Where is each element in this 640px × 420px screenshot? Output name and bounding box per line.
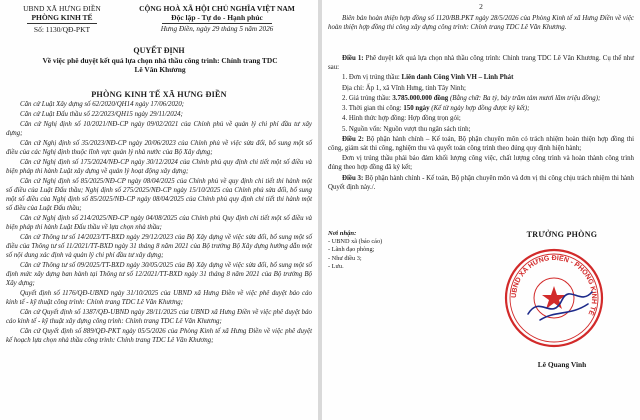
- seal-text-icon: UBND XÃ HƯNG ĐIỀN - PHÒNG KINH TẾ: [510, 254, 598, 317]
- article-1: [328, 54, 634, 72]
- winning-bidder: [328, 73, 634, 82]
- legal-basis: Căn cứ Luật Đấu thầu số 22/2023/QH15 ngày 29/11/2024;: [20, 111, 183, 119]
- winning-bidder-label: 1. Đơn vị trúng thầu:: [342, 74, 402, 82]
- recipients-title: Nơi nhận:: [328, 230, 357, 237]
- construction-time-note: (Kể từ ngày hợp đồng được ký kết);: [429, 105, 530, 113]
- agency-line-2: PHÒNG KINH TẾ: [31, 13, 93, 22]
- legal-basis: Căn cứ Quyết định số 1387/QĐ-UBND ngày 28/11/2025 của UBND xã Hưng Điền về việc phê duyệt báo cáo kinh tế - kỹ thuật xây dựng công trình: Chỉnh trang TDC Lê Văn Khương;: [6, 308, 312, 325]
- legal-basis: Căn cứ Thông tư số 09/2025/TT-BXD ngày 30/05/2025 của Bộ Xây dựng về việc sửa đổi, bổ sung một số định mức xây dựng ban hành tại Thông tư số 12/2021/TT-BXD ngày 31 tháng 8 năm 2021 của Bộ trưởng Bộ Xây dựng;: [6, 261, 312, 287]
- construction-time-value: 150 ngày: [403, 105, 430, 113]
- article-1-text: Phê duyệt kết quả lựa chọn nhà thầu công trình: Chỉnh trang TDC Lê Văn Khương. Cụ thể như sau:: [328, 55, 634, 71]
- winning-bidder-value: Liên danh Công Vinh VH – Linh Phát: [401, 74, 514, 82]
- legal-basis: Căn cứ Thông tư số 14/2023/TT-BXD ngày 29/12/2023 của Bộ Xây dựng về việc sửa đổi, bổ sung một số điều của Thông tư số 11/2021/TT-BXD ngày 31 tháng 8 năm 2021 của Bộ trưởng Bộ Xây dựng hướng dẫn một số nội dung xác định và quản lý chi phí đầu tư xây dựng;: [6, 234, 312, 259]
- page-number: 2: [479, 2, 483, 11]
- nation-name: CỘNG HOÀ XÃ HỘI CHỦ NGHĨA VIỆT NAM: [139, 4, 295, 13]
- legal-basis: Căn cứ Nghị định số 35/2023/NĐ-CP ngày 20/06/2023 của Chính phủ về việc sửa đổi, bổ sung một số điều của các Nghị định thuộc lĩnh vực quản lý nhà nước của Bộ Xây dựng;: [6, 140, 312, 157]
- article-2: [328, 135, 634, 153]
- legal-basis: Căn cứ Nghị định số 10/2021/NĐ-CP ngày 09/02/2021 của Chính phủ về quản lý chi phí đầu tư xây dựng;: [6, 121, 312, 138]
- basis-paragraph: Biên bản hoàn thiện hợp đồng số 1120/BB.PKT ngày 28/5/2026 của Phòng Kinh tế xã Hưng Điền về việc hoàn thiện hợp đồng thi công xây dựng công trình: Chỉnh trang TDC Lê Văn Khương.: [328, 15, 634, 31]
- national-header: [122, 4, 312, 34]
- recipient-item: - Lưu.: [328, 262, 344, 270]
- place-date: Hưng Điền, ngày 29 tháng 5 năm 2026: [160, 25, 274, 33]
- official-seal-icon: [500, 244, 608, 352]
- recipient-item: - Như điều 3;: [328, 254, 362, 262]
- legal-basis: Căn cứ Nghị định số 175/2024/NĐ-CP ngày 30/12/2024 của Chính phủ quy định chi tiết một số điều và biện pháp thi hành Luật xây dựng về quản lý hoạt động xây dựng;: [6, 159, 312, 176]
- funding-source: 5. Nguồn vốn: Nguồn vượt thu ngân sách tỉnh;: [342, 125, 471, 133]
- article-2-label: Điều 2:: [342, 136, 364, 144]
- recipients-block: [328, 230, 478, 271]
- seal-star-icon: [542, 286, 566, 309]
- legal-bases: [6, 101, 312, 347]
- article-2-continued: Đơn vị trúng thầu phải bảo đảm khối lượng công việc, chất lượng công trình và hoàn thành công trình đúng theo hợp đồng đã ký kết;: [328, 155, 634, 172]
- article-3-text: Bộ phận hành chính - Kế toán, Bộ phận chuyên môn và đơn vị thi công chịu trách nhiệm thi hành Quyết định này./.: [328, 174, 634, 191]
- document-number: Số: 1130/QĐ-PKT: [33, 25, 91, 34]
- decision-articles: [328, 54, 634, 193]
- contract-price: [328, 94, 634, 103]
- national-motto: Độc lập - Tự do - Hạnh phúc: [171, 13, 263, 22]
- document-subject: Về việc phê duyệt kết quả lựa chọn nhà thầu công trình: Chỉnh trang TDC Lê Văn Khương: [42, 56, 278, 74]
- issuer-heading: PHÒNG KINH TẾ XÃ HƯNG ĐIỀN: [91, 90, 227, 99]
- bidder-address: Địa chỉ: Ấp 1, xã Vĩnh Hưng, tỉnh Tây Ninh;: [342, 84, 466, 92]
- article-2-text: Bộ phận hành chính – Kế toán, Bộ phận chuyên môn có trách nhiệm hoàn thiện hợp đồng thi công, giám sát thi công, nghiệm thu và quyết toán công trình theo đúng quy định hiện hành;: [328, 136, 634, 153]
- continued-basis: [328, 14, 634, 32]
- construction-time: [328, 104, 634, 113]
- recipient-item: - Lãnh đạo phòng;: [328, 246, 375, 254]
- document-type: QUYẾT ĐỊNH: [133, 46, 185, 55]
- legal-basis: Quyết định số 1176/QĐ-UBND ngày 31/10/2025 của UBND xã Hưng Điền về việc phê duyệt báo cáo kinh tế - kỹ thuật công trình: Chỉnh trang TDC Lê Văn Khương;: [6, 289, 312, 306]
- signer-title: TRƯỞNG PHÒNG: [526, 230, 598, 239]
- agency-line-1: UBND XÃ HƯNG ĐIỀN: [23, 4, 101, 13]
- contract-price-label: 2. Giá trúng thầu:: [342, 94, 393, 102]
- legal-basis: Căn cứ Nghị định số 214/2025/NĐ-CP ngày 04/08/2025 của Chính phủ Quy định chi tiết một số điều và biện pháp thi hành Luật Đấu thầu về lựa chọn nhà thầu;: [6, 215, 312, 231]
- article-3-label: Điều 3:: [342, 174, 364, 182]
- recipient-item: - UBND xã (báo cáo): [328, 238, 383, 246]
- page-2: [322, 0, 640, 420]
- signature-block: [492, 230, 632, 370]
- page-1: [0, 0, 318, 420]
- legal-basis: Căn cứ Quyết định số 889/QĐ-PKT ngày 05/5/2026 của Phòng Kinh tế xã Hưng Điền về việc phê duyệt kế hoạch lựa chọn nhà thầu công trình: Chỉnh trang TDC Lê Văn Khương;: [6, 327, 312, 344]
- issuing-agency: [6, 4, 118, 34]
- agency-underline: [27, 23, 97, 24]
- contract-form: 4. Hình thức hợp đồng: Hợp đồng trọn gói;: [342, 115, 461, 123]
- article-3: [328, 174, 634, 192]
- article-1-label: Điều 1:: [342, 55, 364, 62]
- signer-name: Lê Quang Vinh: [537, 360, 587, 369]
- contract-price-value: 3.785.000.000 đồng: [392, 94, 449, 102]
- legal-basis: Căn cứ Luật Xây dựng số 62/2020/QH14 ngày 17/06/2020;: [20, 101, 185, 108]
- construction-time-label: 3. Thời gian thi công:: [342, 105, 404, 113]
- motto-underline: [162, 23, 272, 24]
- contract-price-words: (Bằng chữ: Ba tỷ, bảy trăm tám mươi lăm triệu đồng);: [448, 94, 601, 102]
- legal-basis: Căn cứ Nghị định số 85/2025/NĐ-CP ngày 08/04/2025 của Chính phủ về quy định chi tiết thi hành một số điều của Luật Đấu thầu; Nghị định số 275/2025/NĐ-CP ngày 15/10/2025 của Chính phủ sửa đổi, bổ sung một số điều của Nghị định số 85/2025/NĐ-CP ngày 08/04/2025 của Chính phủ quy định chi tiết thi hành một số điều của Luật Đấu thầu;: [6, 178, 312, 212]
